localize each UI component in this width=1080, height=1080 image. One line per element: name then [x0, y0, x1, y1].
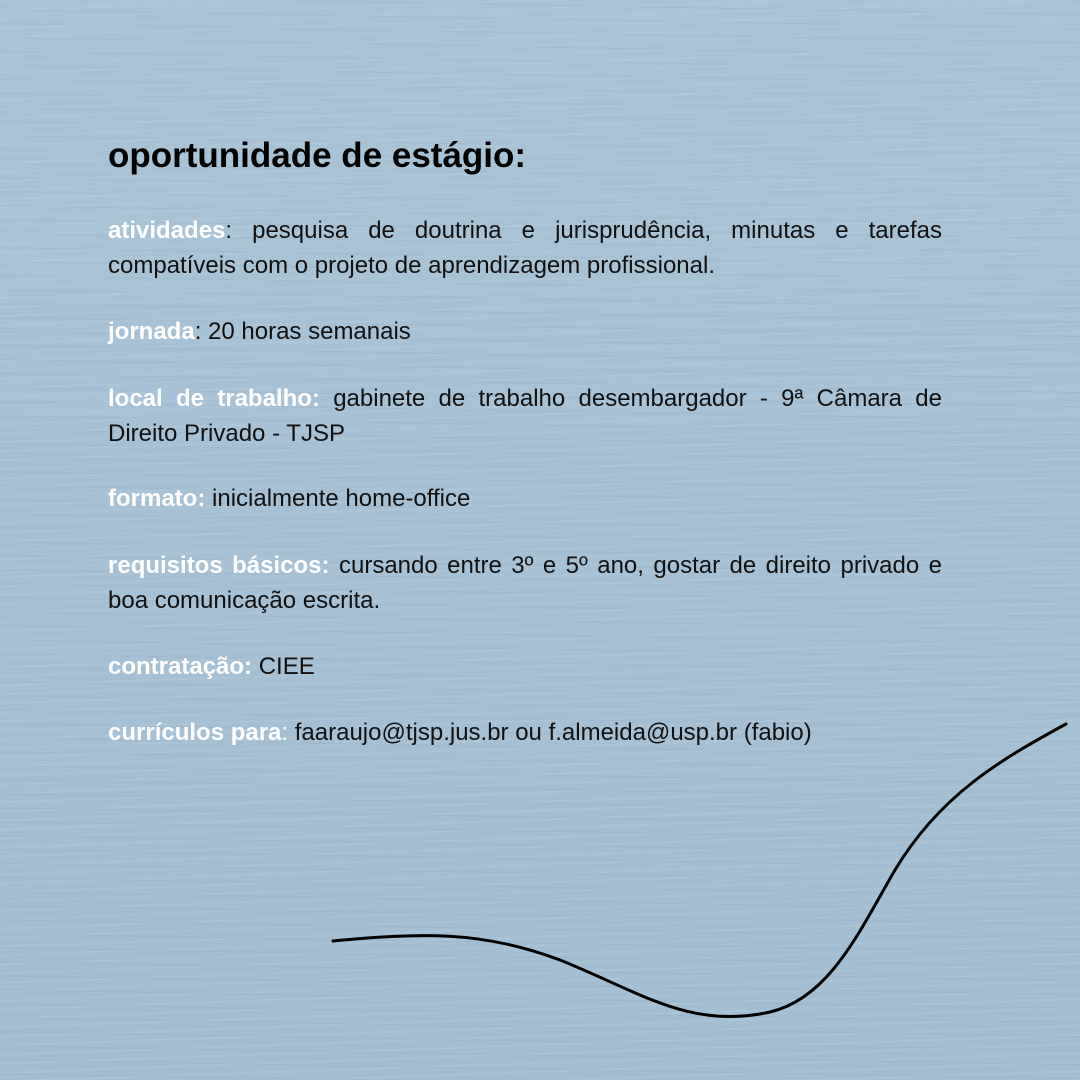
section-label: requisitos básicos [108, 552, 322, 579]
section-label: jornada [108, 318, 195, 345]
section-label: currículos para [108, 719, 282, 746]
section-separator: : [321, 552, 330, 579]
section-text: cursando entre 3º e 5º ano, gostar de direito privado e boa comunicação escrita. [108, 552, 942, 614]
section-text: CIEE [252, 653, 315, 680]
section-text: pesquisa de doutrina e jurisprudência, minutas e tarefas compatíveis com o projeto de aprendizagem profissional. [108, 217, 942, 279]
section-label: local de trabalho [108, 385, 312, 412]
section-text: inicialmente home-office [205, 485, 471, 512]
section-text: gabinete de trabalho desembargador - 9ª Câmara de Direito Privado - TJSP [108, 385, 942, 447]
section-text: 20 horas semanais [201, 318, 411, 345]
page-title: oportunidade de estágio: [108, 136, 527, 175]
section-separator: : [311, 385, 320, 412]
section-separator: : [194, 318, 202, 345]
section-label: atividades [108, 217, 226, 244]
section-label: contratação [108, 653, 245, 680]
section-separator: : [281, 719, 289, 746]
section-label: formato [108, 485, 198, 512]
section-separator: : [225, 217, 233, 244]
section-text: faaraujo@tjsp.jus.br ou f.almeida@usp.br (fabio) [288, 719, 812, 746]
section-separator: : [244, 653, 253, 680]
section-separator: : [197, 485, 206, 512]
